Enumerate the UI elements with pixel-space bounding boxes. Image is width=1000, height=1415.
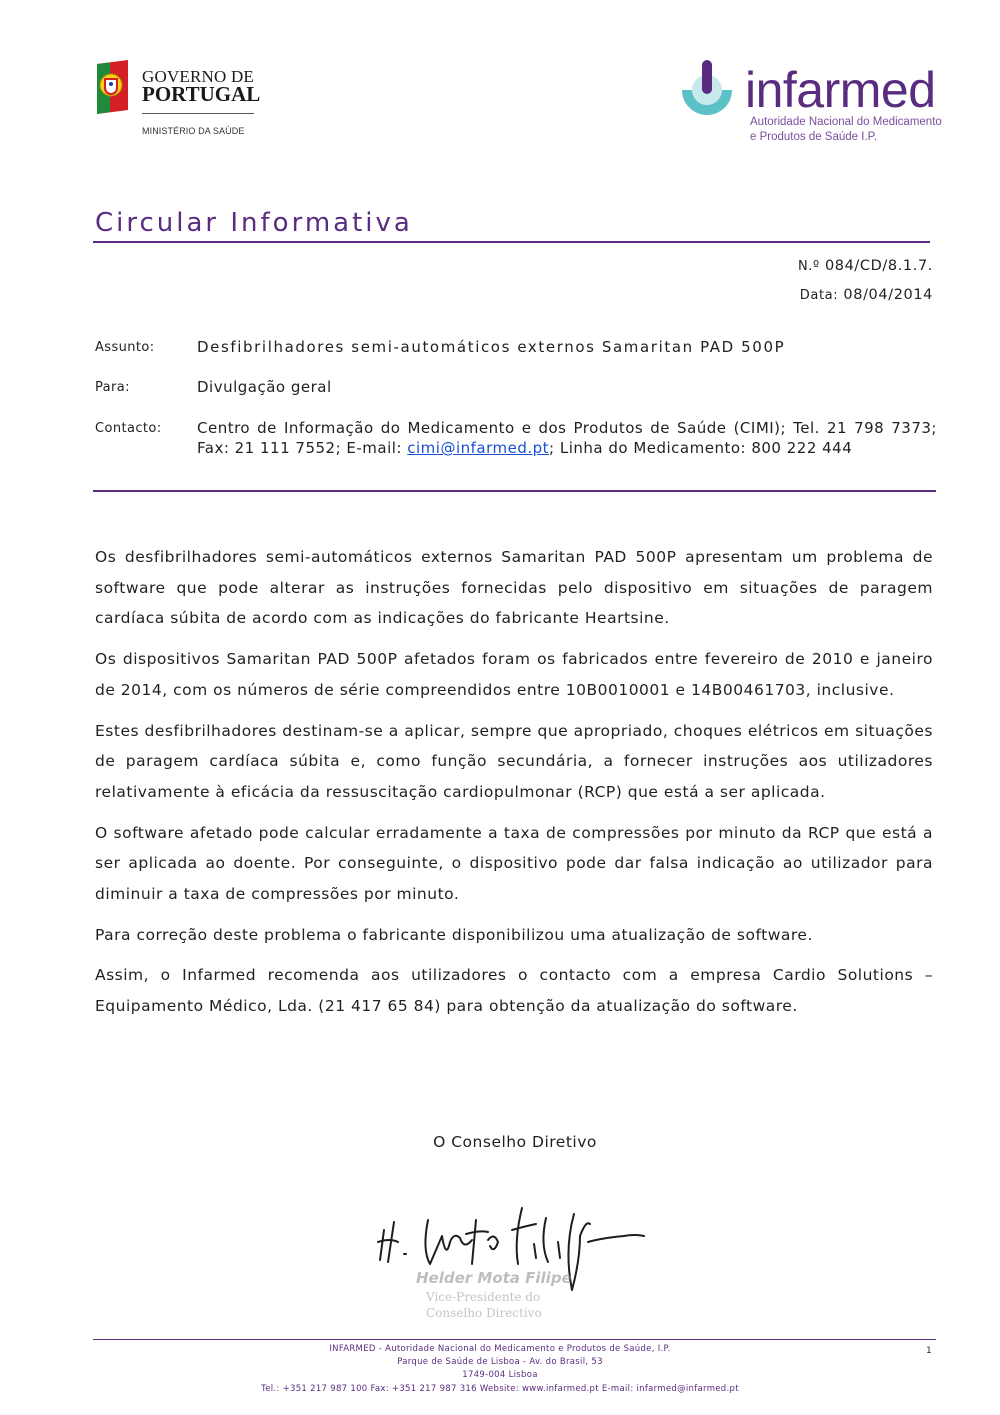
document-title: Circular Informativa <box>95 208 413 238</box>
footer-line-3: 1749-004 Lisboa <box>462 1370 538 1381</box>
signer-name: Helder Mota Filipe <box>416 1269 572 1287</box>
gov-divider <box>142 113 254 114</box>
number-value: 084/CD/8.1.7. <box>824 258 933 274</box>
subject-label: Assunto: <box>95 340 155 355</box>
body-paragraph: Assim, o Infarmed recomenda aos utilizadores o contacto com a empresa Cardio Solutions – Equipamento Médico, Lda. (21 417 65 84) para obtenção da atualização do software. <box>95 966 933 1016</box>
body-text <box>95 542 933 1032</box>
signer-role-1: Vice-Presidente do <box>426 1290 541 1304</box>
infarmed-subtitle-1: Autoridade Nacional do Medicamento <box>750 116 942 128</box>
body-paragraph: Para correção deste problema o fabricante disponibilizou uma atualização de software. <box>95 925 813 944</box>
contact-label: Contacto: <box>95 421 162 436</box>
footer-line-1: INFARMED - Autoridade Nacional do Medicamento e Produtos de Saúde, I.P. <box>329 1344 671 1354</box>
signer-role-2: Conselho Directivo <box>426 1306 542 1320</box>
contact-text-after: ; Linha do Medicamento: 800 222 444 <box>549 439 853 457</box>
date-value: 08/04/2014 <box>843 287 933 303</box>
footer-line-2: Parque de Saúde de Lisboa - Av. do Brasil, 53 <box>397 1357 603 1368</box>
infarmed-subtitle-2: e Produtos de Saúde I.P. <box>750 131 878 143</box>
gov-line-2: PORTUGAL <box>142 82 261 106</box>
page-number: 1 <box>926 1346 932 1356</box>
contact-text-before: Centro de Informação do Medicamento e dos Produtos de Saúde (CIMI); Tel. 21 798 7373; Fax: 21 111 7552; E-mail: <box>197 419 937 457</box>
document-date <box>800 287 933 303</box>
footer <box>0 1343 1000 1396</box>
footer-divider <box>93 1339 936 1340</box>
contact-email-link[interactable]: cimi@infarmed.pt <box>407 439 550 457</box>
contact-value <box>197 418 937 458</box>
body-paragraph: Os dispositivos Samaritan PAD 500P afetados foram os fabricados entre fevereiro de 2010 e janeiro de 2014, com os números de série compreendidos entre 10B0010001 e 14B00461703, inclusive. <box>95 650 933 699</box>
date-label: Data: <box>799 288 839 303</box>
number-label: N.º <box>797 259 820 274</box>
title-divider <box>93 241 930 243</box>
document-number <box>798 258 933 274</box>
infarmed-logo-icon <box>676 60 738 124</box>
body-paragraph: Estes desfibrilhadores destinam-se a aplicar, sempre que apropriado, choques elétricos em situações de paragem cardíaca súbita e, como função secundária, a fornecer instruções aos utilizadores relativamente à eficácia da ressuscitação cardiopulmonar (RCP) que está a ser aplicada. <box>95 721 933 801</box>
council-signoff: O Conselho Diretivo <box>433 1133 597 1151</box>
signature-image <box>376 1180 646 1325</box>
to-value: Divulgação geral <box>197 378 332 396</box>
to-label: Para: <box>95 380 130 395</box>
footer-line-4: Tel.: +351 217 987 100 Fax: +351 217 987 316 Website: www.infarmed.pt E-mail: infarmed@infarmed.pt <box>261 1383 739 1394</box>
infarmed-wordmark: infarmed <box>745 62 936 118</box>
subject-value: Desfibrilhadores semi-automáticos externos Samaritan PAD 500P <box>197 338 786 356</box>
body-paragraph: Os desfibrilhadores semi-automáticos externos Samaritan PAD 500P apresentam um problema de software que pode alterar as instruções fornecidas pelo dispositivo em situações de paragem cardíaca súbita de acordo com as indicações do fabricante Heartsine. <box>95 548 933 628</box>
body-paragraph: O software afetado pode calcular erradamente a taxa de compressões por minuto da RCP que está a ser aplicada ao doente. Por conseguinte, o dispositivo pode dar falsa indicação ao utilizador para diminuir a taxa de compressões por minuto. <box>95 823 933 904</box>
ministry-label: MINISTÉRIO DA SAÚDE <box>142 126 245 136</box>
gov-line-1: GOVERNO DE <box>142 67 255 86</box>
fields-divider <box>93 490 936 492</box>
